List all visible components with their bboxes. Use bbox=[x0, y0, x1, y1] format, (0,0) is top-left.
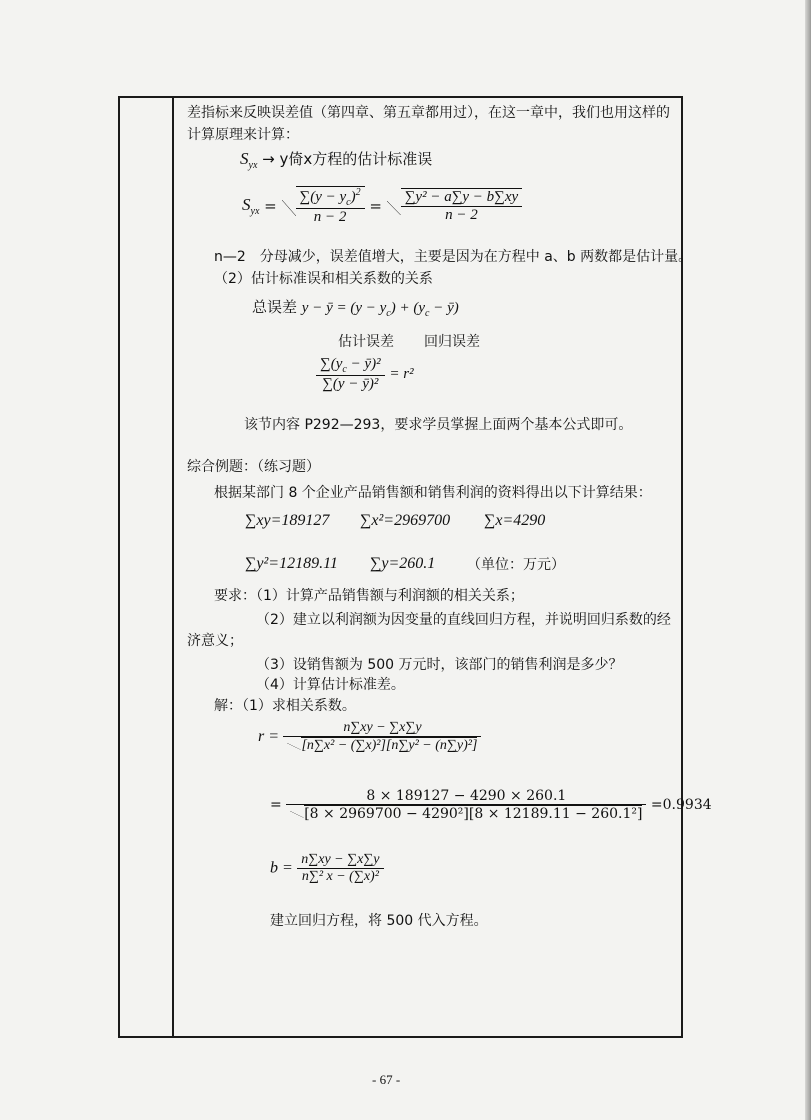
given-sum-y-squared: ∑y²=12189.11 bbox=[245, 555, 338, 572]
regression-error-label: 回归误差 bbox=[424, 334, 480, 350]
syx-sqrt-2 bbox=[387, 188, 522, 224]
b-lhs: b = bbox=[270, 859, 293, 877]
r-result: =0.9934 bbox=[650, 797, 712, 813]
n2-note: n—2 分母减少，误差值增大，主要是因为在方程中 a、b 两数都是估计量。 bbox=[214, 249, 693, 265]
solution-1-title: 解：（1）求相关系数。 bbox=[214, 698, 356, 714]
r-fraction-numeric bbox=[286, 788, 646, 822]
syx-den2: n − 2 bbox=[401, 206, 522, 224]
example-description: 根据某部门 8 个企业产品销售额和销售利润的资料得出以下计算结果： bbox=[214, 485, 652, 501]
requirement-2-continued: 济意义； bbox=[187, 633, 243, 649]
total-error-formula-end: − ȳ) bbox=[429, 300, 459, 316]
section-note: 该节内容 P292—293，要求学员掌握上面两个基本公式即可。 bbox=[244, 417, 633, 433]
syx-formula-lhs-sub: yx bbox=[250, 206, 260, 217]
r-squared-formula bbox=[316, 356, 414, 393]
syx-sqrt-1 bbox=[282, 186, 365, 226]
given-unit: （单位：万元） bbox=[467, 557, 565, 573]
given-sum-y: ∑y=260.1 bbox=[370, 555, 436, 572]
requirement-1: 要求：（1）计算产品销售额与利润额的相关关系； bbox=[214, 588, 524, 604]
r-fraction-symbolic bbox=[283, 720, 481, 754]
r-formula-numeric: = $\frac{8 \times 189127 - 4290 \times 260.1}{\text{[8 × 2969700 − 4290²][8 × 12189.11 − 260.1²]}}$ =0.9934 bbox=[270, 788, 712, 822]
r2-denominator: ∑(y − ȳ)² bbox=[316, 375, 385, 393]
syx-description: → y倚x方程的估计标准误 bbox=[262, 150, 433, 168]
total-error-label: 总误差 bbox=[252, 298, 298, 316]
requirement-3: （3）设销售额为 500 万元时，该部门的销售利润是多少？ bbox=[256, 657, 623, 673]
scan-edge-shadow bbox=[805, 0, 811, 1120]
total-error-formula-tail: ) + (y bbox=[390, 300, 426, 316]
b-denominator: n∑² x − (∑x)² bbox=[297, 868, 383, 885]
page-number: - 67 - bbox=[372, 1072, 401, 1087]
syx-symbol: S bbox=[240, 149, 249, 168]
r-denominator-symbolic: [n∑x² − (∑x)²][n∑y² − (n∑y)²] bbox=[301, 738, 478, 753]
syx-num1-sub: c bbox=[346, 197, 351, 208]
syx-num1-sup: 2 bbox=[355, 187, 361, 198]
r-denominator-numeric: [8 × 2969700 − 4290²][8 × 12189.11 − 260.1²] bbox=[304, 806, 643, 822]
syx-fraction-1 bbox=[296, 187, 365, 226]
requirement-2: （2）建立以利润额为因变量的直线回归方程，并说明回归系数的经 bbox=[256, 612, 671, 628]
table-column-divider bbox=[172, 96, 174, 1038]
r2-numerator-tail: − ȳ)² bbox=[346, 356, 381, 372]
syx-formula: $S_{yx}$ = $\frac{\sum(y - y_c)^2}{n - 2}$ = $\frac{\text{∑y² − a∑y − b∑xy}}{n - 2}$ bbox=[242, 186, 522, 226]
r2-numerator: ∑(y bbox=[320, 356, 343, 372]
syx-definition bbox=[240, 150, 432, 175]
estimate-error-label: 估计误差 bbox=[338, 334, 394, 350]
example-title: 综合例题：（练习题） bbox=[187, 459, 320, 475]
intro-line-1: 差指标来反映误差值（第四章、第五章都用过），在这一章中，我们也用这样的 bbox=[187, 105, 670, 121]
r-numerator-numeric: 8 × 189127 − 4290 × 260.1 bbox=[366, 788, 567, 804]
given-sum-xy: ∑xy=189127 bbox=[245, 512, 330, 529]
r-numerator-symbolic: n∑xy − ∑x∑y bbox=[343, 720, 422, 735]
b-fraction bbox=[297, 852, 383, 885]
r-squared-fraction: $\frac{\sum(y_c - ȳ)^2}{\text{∑(y − ȳ)²}}$ bbox=[316, 356, 385, 393]
regression-note: 建立回归方程，将 500 代入方程。 bbox=[270, 913, 488, 929]
total-error-formula: y − ȳ = (y − y bbox=[301, 300, 387, 316]
b-numerator: n∑xy − ∑x∑y bbox=[301, 852, 380, 867]
requirement-4: （4）计算估计标准差。 bbox=[256, 677, 405, 693]
syx-formula-lhs: S bbox=[242, 195, 251, 214]
syx-num1: ∑(y − y bbox=[299, 189, 347, 205]
syx-den1: n − 2 bbox=[296, 208, 365, 226]
r-lhs: r = bbox=[258, 728, 280, 745]
b-formula bbox=[270, 852, 384, 885]
given-sum-x: ∑x=4290 bbox=[484, 512, 546, 529]
syx-subscript: yx bbox=[248, 160, 258, 171]
syx-fraction-2 bbox=[401, 189, 522, 224]
given-sum-x-squared: ∑x²=2969700 bbox=[360, 512, 451, 529]
syx-num1-tail: ) bbox=[350, 189, 356, 205]
section-2-title: （2）估计标准误和相关系数的关系 bbox=[214, 271, 433, 287]
r2-result: = r² bbox=[389, 366, 414, 382]
syx-num2: ∑y² − a∑y − b∑xy bbox=[404, 189, 519, 205]
total-error-line: 总误差 y − ȳ = $(y - y_c) + (y_c$ − ȳ) bbox=[252, 298, 459, 319]
intro-line-2: 计算原理来计算： bbox=[187, 127, 299, 143]
r-formula-symbolic bbox=[258, 720, 481, 754]
